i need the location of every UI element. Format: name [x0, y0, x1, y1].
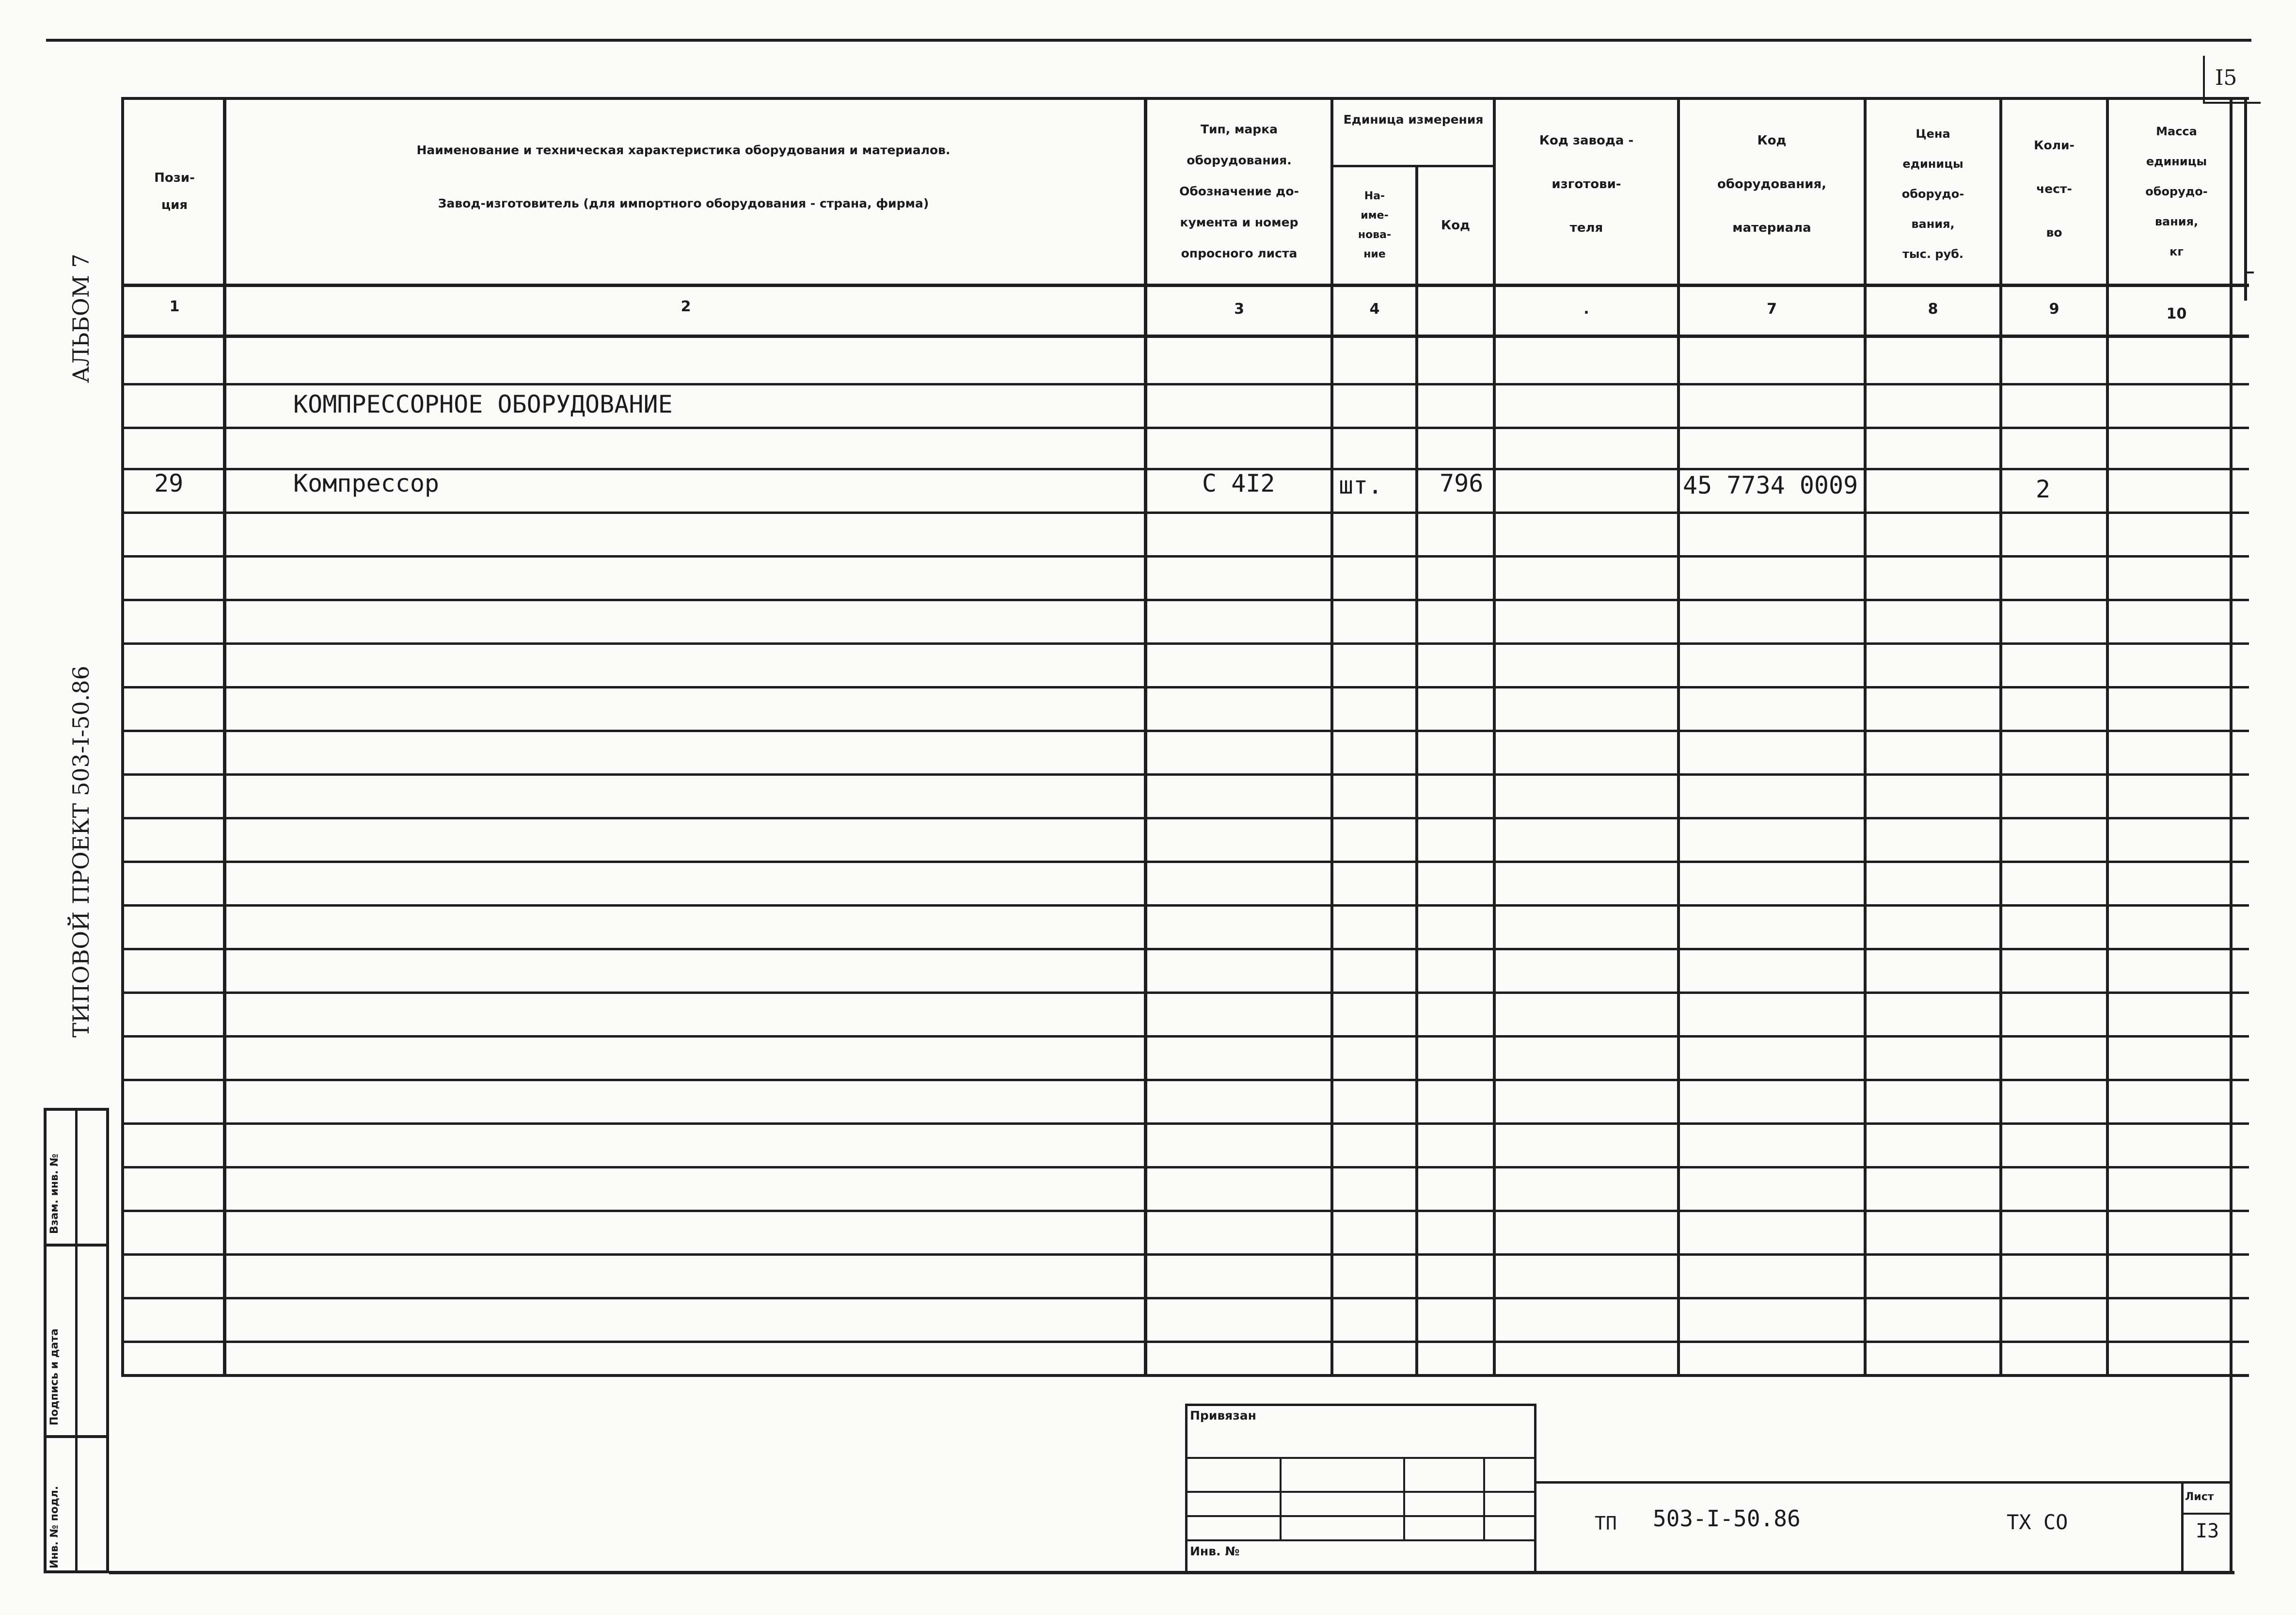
column-number: .: [1583, 301, 1589, 318]
sheet-value: I3: [2196, 1520, 2219, 1542]
section-heading: КОМПРЕССОРНОЕ ОБОРУДОВАНИЕ: [293, 390, 673, 418]
header-col-name: Наименование и техническая характеристика оборудования и материалов. Завод-изготовитель (для импортного оборудования - страна, фирма): [416, 143, 950, 210]
header-col-mass: Масса единицы оборудо- вания, кг: [2145, 125, 2208, 258]
header-col-unit-code: Код: [1441, 218, 1471, 233]
header-col-factory-code: Код завода - изготови- теля: [1539, 133, 1634, 235]
column-number: 1: [169, 298, 180, 315]
column-number: 8: [1928, 301, 1938, 318]
header-col-quantity: Коли- чест- во: [2034, 138, 2074, 240]
row-unit-code: 796: [1440, 469, 1484, 497]
row-unit: шт.: [1339, 471, 1383, 499]
stamp-signature-date: Подпись и дата: [48, 1328, 61, 1425]
project-label: ТИПОВОЙ ПРОЕКТ 503-I-50.86: [68, 666, 94, 1038]
top-rule: [46, 39, 2251, 42]
header-col-unit-name: На- име- нова- ние: [1358, 190, 1392, 260]
column-number: 3: [1234, 301, 1244, 318]
column-number: 4: [1369, 301, 1380, 318]
header-col-price: Цена единицы оборудо- вания, тыс. руб.: [1901, 127, 1964, 261]
header-col-position: Пози- ция: [154, 171, 195, 212]
doc-number: 503-I-50.86: [1653, 1505, 1801, 1532]
row-equipment-code: 45 7734 0009: [1683, 471, 1858, 499]
column-number: 7: [1767, 301, 1777, 318]
header-col-equipment-code: Код оборудования, материала: [1717, 133, 1827, 235]
row-name: Компрессор: [293, 469, 440, 497]
header-col-type: Тип, марка оборудования. Обозначение до- кумента и номер опросного листа: [1179, 122, 1299, 260]
stamp-inv-ref: Взам. инв. №: [48, 1153, 61, 1234]
doc-mark: ТХ СО: [2007, 1510, 2068, 1534]
row-position: 29: [154, 469, 184, 497]
spec-table: [121, 97, 2249, 1377]
inv-no-label: Инв. №: [1190, 1544, 1240, 1558]
attached-label: Привязан: [1190, 1408, 1256, 1423]
column-number: 10: [2166, 305, 2187, 322]
sheet-number-top: I5: [2215, 65, 2237, 90]
sheet-label: Лист: [2185, 1491, 2214, 1503]
doc-prefix: ТП: [1595, 1513, 1617, 1534]
row-quantity: 2: [2036, 475, 2051, 503]
row-type: С 4I2: [1202, 469, 1275, 497]
header-unit-group: Единица измерения: [1343, 112, 1484, 127]
column-number: 9: [2049, 301, 2059, 318]
album-label: АЛЬБОМ 7: [68, 254, 94, 383]
column-number: 2: [681, 298, 691, 315]
stamp-inv-original: Инв. № подл.: [48, 1486, 61, 1568]
